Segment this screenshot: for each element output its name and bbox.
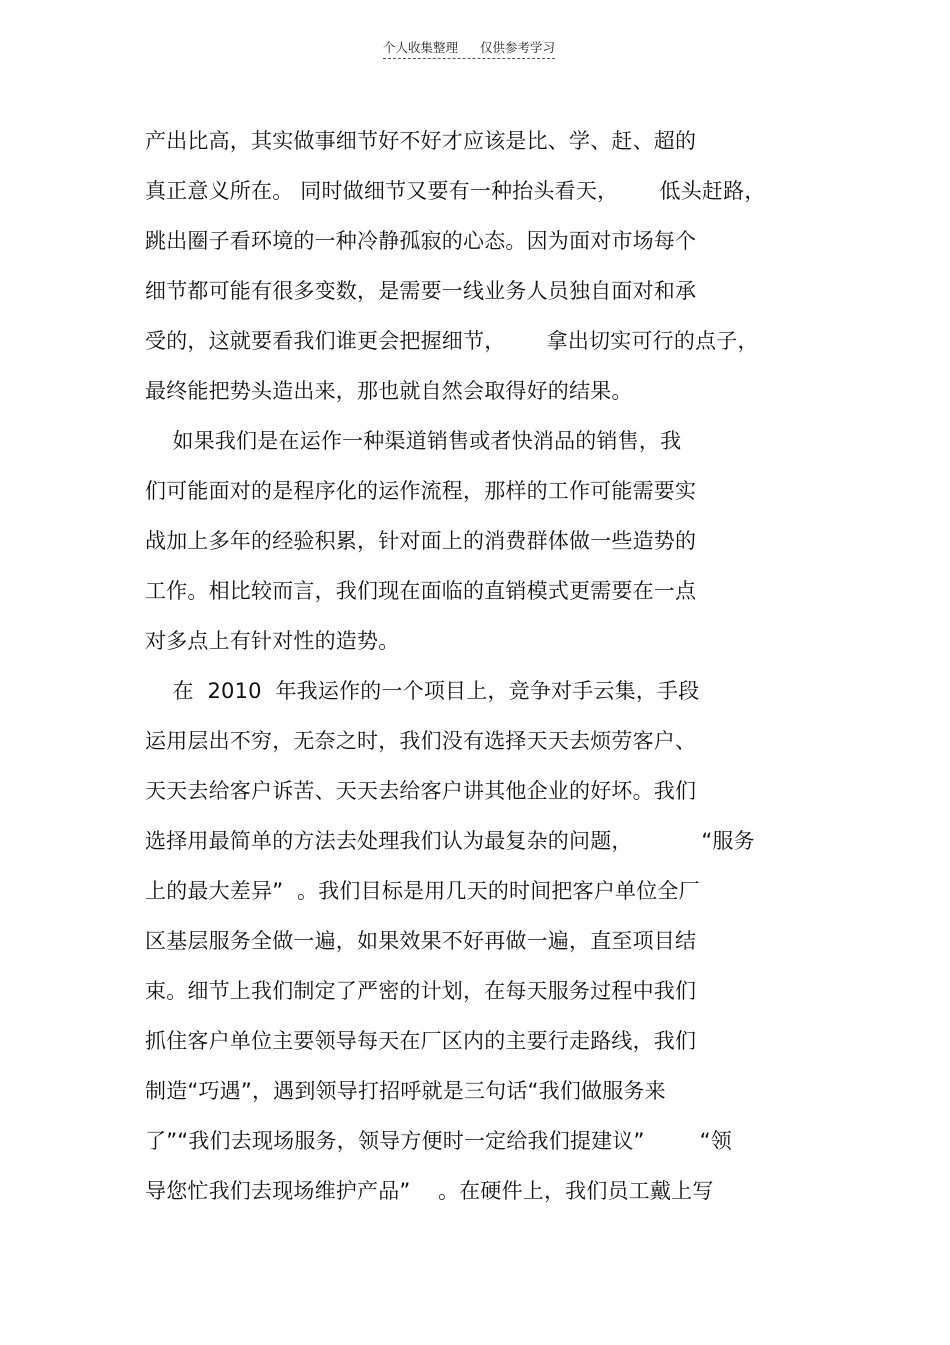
header-left-text: 个人收集整理 (383, 40, 459, 55)
text-line: 细节都可能有很多变数，是需要一线业务人员独自面对和承 (145, 279, 697, 303)
text-line: 导您忙我们去现场维护产品” 。在硬件上，我们员工戴上写 (145, 1179, 714, 1203)
text-line: 了”“我们去现场服务，领导方便时一定给我们提建议” “领 (145, 1129, 732, 1153)
text-line: 运用层出不穷，无奈之时，我们没有选择天天去烦劳客户、 (145, 729, 697, 753)
text-line: 对多点上有针对性的造势。 (145, 629, 400, 653)
text-line: 抓住客户单位主要领导每天在厂区内的主要行走路线，我们 (145, 1029, 697, 1053)
text-line: 选择用最简单的方法去处理我们认为最复杂的问题， “服务 (145, 829, 755, 853)
text-line: 真正意义所在。 同时做细节又要有一种抬头看天， 低头赶路， (145, 179, 766, 203)
text-line: 战加上多年的经验积累，针对面上的消费群体做一些造势的 (145, 529, 697, 553)
text-line: 工作。相比较而言，我们现在面临的直销模式更需要在一点 (145, 579, 697, 603)
text-line: 上的最大差异” 。我们目标是用几天的时间把客户单位全厂 (145, 879, 700, 903)
text-line: 区基层服务全做一遍，如果效果不好再做一遍，直至项目结 (145, 929, 697, 953)
text-line: 们可能面对的是程序化的运作流程，那样的工作可能需要实 (145, 479, 697, 503)
text-line: 在 2010 年我运作的一个项目上，竞争对手云集，手段 (145, 679, 700, 703)
text-line: 最终能把势头造出来，那也就自然会取得好的结果。 (145, 379, 633, 403)
text-line: 如果我们是在运作一种渠道销售或者快消品的销售，我 (145, 429, 682, 453)
text-line: 制造“巧遇”，遇到领导打招呼就是三句话“我们做服务来 (145, 1079, 666, 1103)
header-right-text: 仅供参考学习 (480, 40, 556, 55)
text-line: 跳出圈子看环境的一种冷静孤寂的心态。因为面对市场每个 (145, 229, 697, 253)
text-line: 受的，这就要看我们谁更会把握细节， 拿出切实可行的点子， (145, 329, 759, 353)
text-line: 束。细节上我们制定了严密的计划，在每天服务过程中我们 (145, 979, 697, 1003)
text-line: 天天去给客户诉苦、天天去给客户讲其他企业的好坏。我们 (145, 779, 697, 803)
page-header (383, 40, 555, 59)
text-line: 产出比高，其实做事细节好不好才应该是比、学、赶、超的 (145, 129, 697, 153)
